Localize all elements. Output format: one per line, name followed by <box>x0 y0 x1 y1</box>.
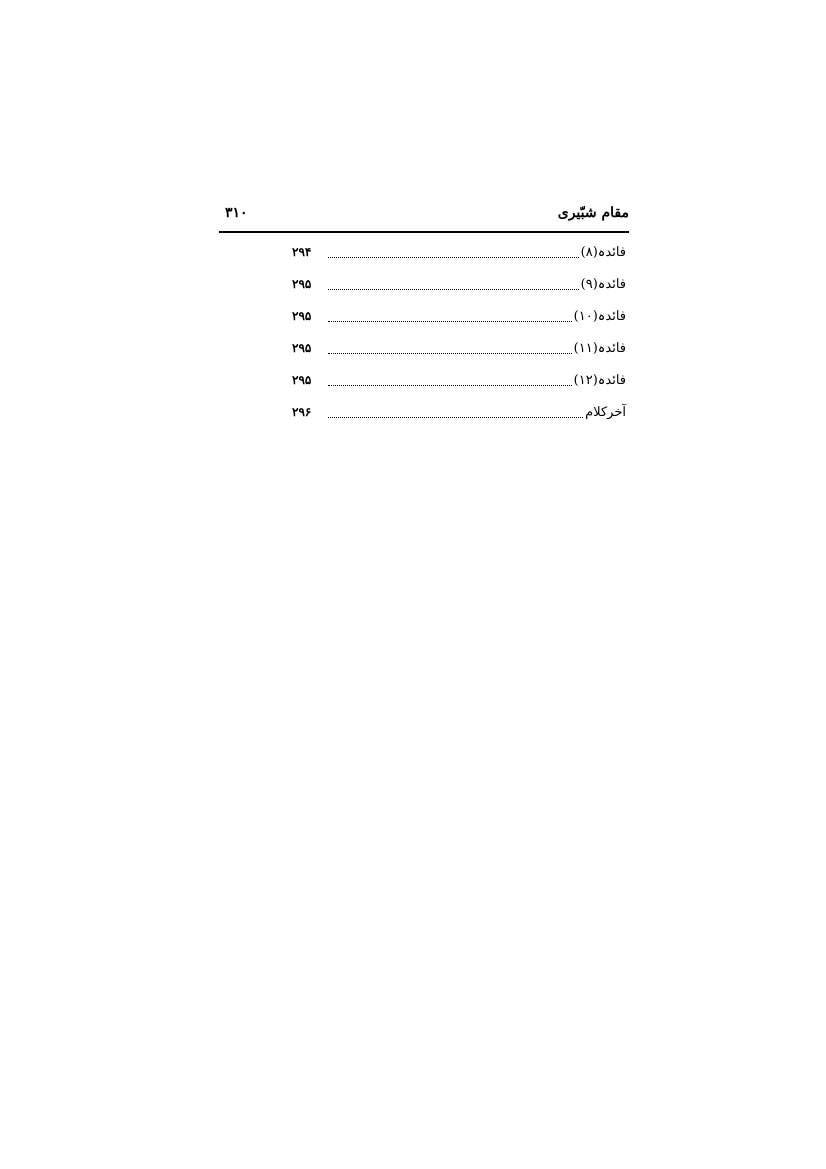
dot-leader <box>328 384 572 386</box>
dot-leader <box>328 416 583 418</box>
toc-entry <box>292 396 626 428</box>
toc-entry <box>292 236 626 268</box>
toc-entry-page: ۲۹۴ <box>292 245 312 259</box>
toc-entry-page: ۲۹۵ <box>292 277 312 291</box>
toc-entry <box>292 300 626 332</box>
toc-entry <box>292 332 626 364</box>
toc-entry <box>292 268 626 300</box>
page-header <box>219 199 629 233</box>
toc-entry-title: فائدہ(۱۲) <box>573 372 626 388</box>
toc-entry-title: فائدہ(۸) <box>580 244 626 260</box>
page-number: ۳۱۰ <box>225 205 248 221</box>
toc-entry <box>292 364 626 396</box>
running-title: مقام شبّیری <box>557 205 629 221</box>
toc-entry-page: ۲۹۵ <box>292 309 312 323</box>
dot-leader <box>328 256 579 258</box>
toc-entry-title: فائدہ(۹) <box>580 276 626 292</box>
toc-entry-title: آخرکلام <box>585 404 626 420</box>
dot-leader <box>328 288 579 290</box>
dot-leader <box>328 320 572 322</box>
table-of-contents <box>292 236 626 428</box>
toc-entry-page: ۲۹۶ <box>292 405 312 419</box>
toc-entry-title: فائدہ(۱۱) <box>573 340 626 356</box>
toc-entry-page: ۲۹۵ <box>292 373 312 387</box>
dot-leader <box>328 352 572 354</box>
toc-entry-page: ۲۹۵ <box>292 341 312 355</box>
toc-entry-title: فائدہ(۱۰) <box>573 308 626 324</box>
